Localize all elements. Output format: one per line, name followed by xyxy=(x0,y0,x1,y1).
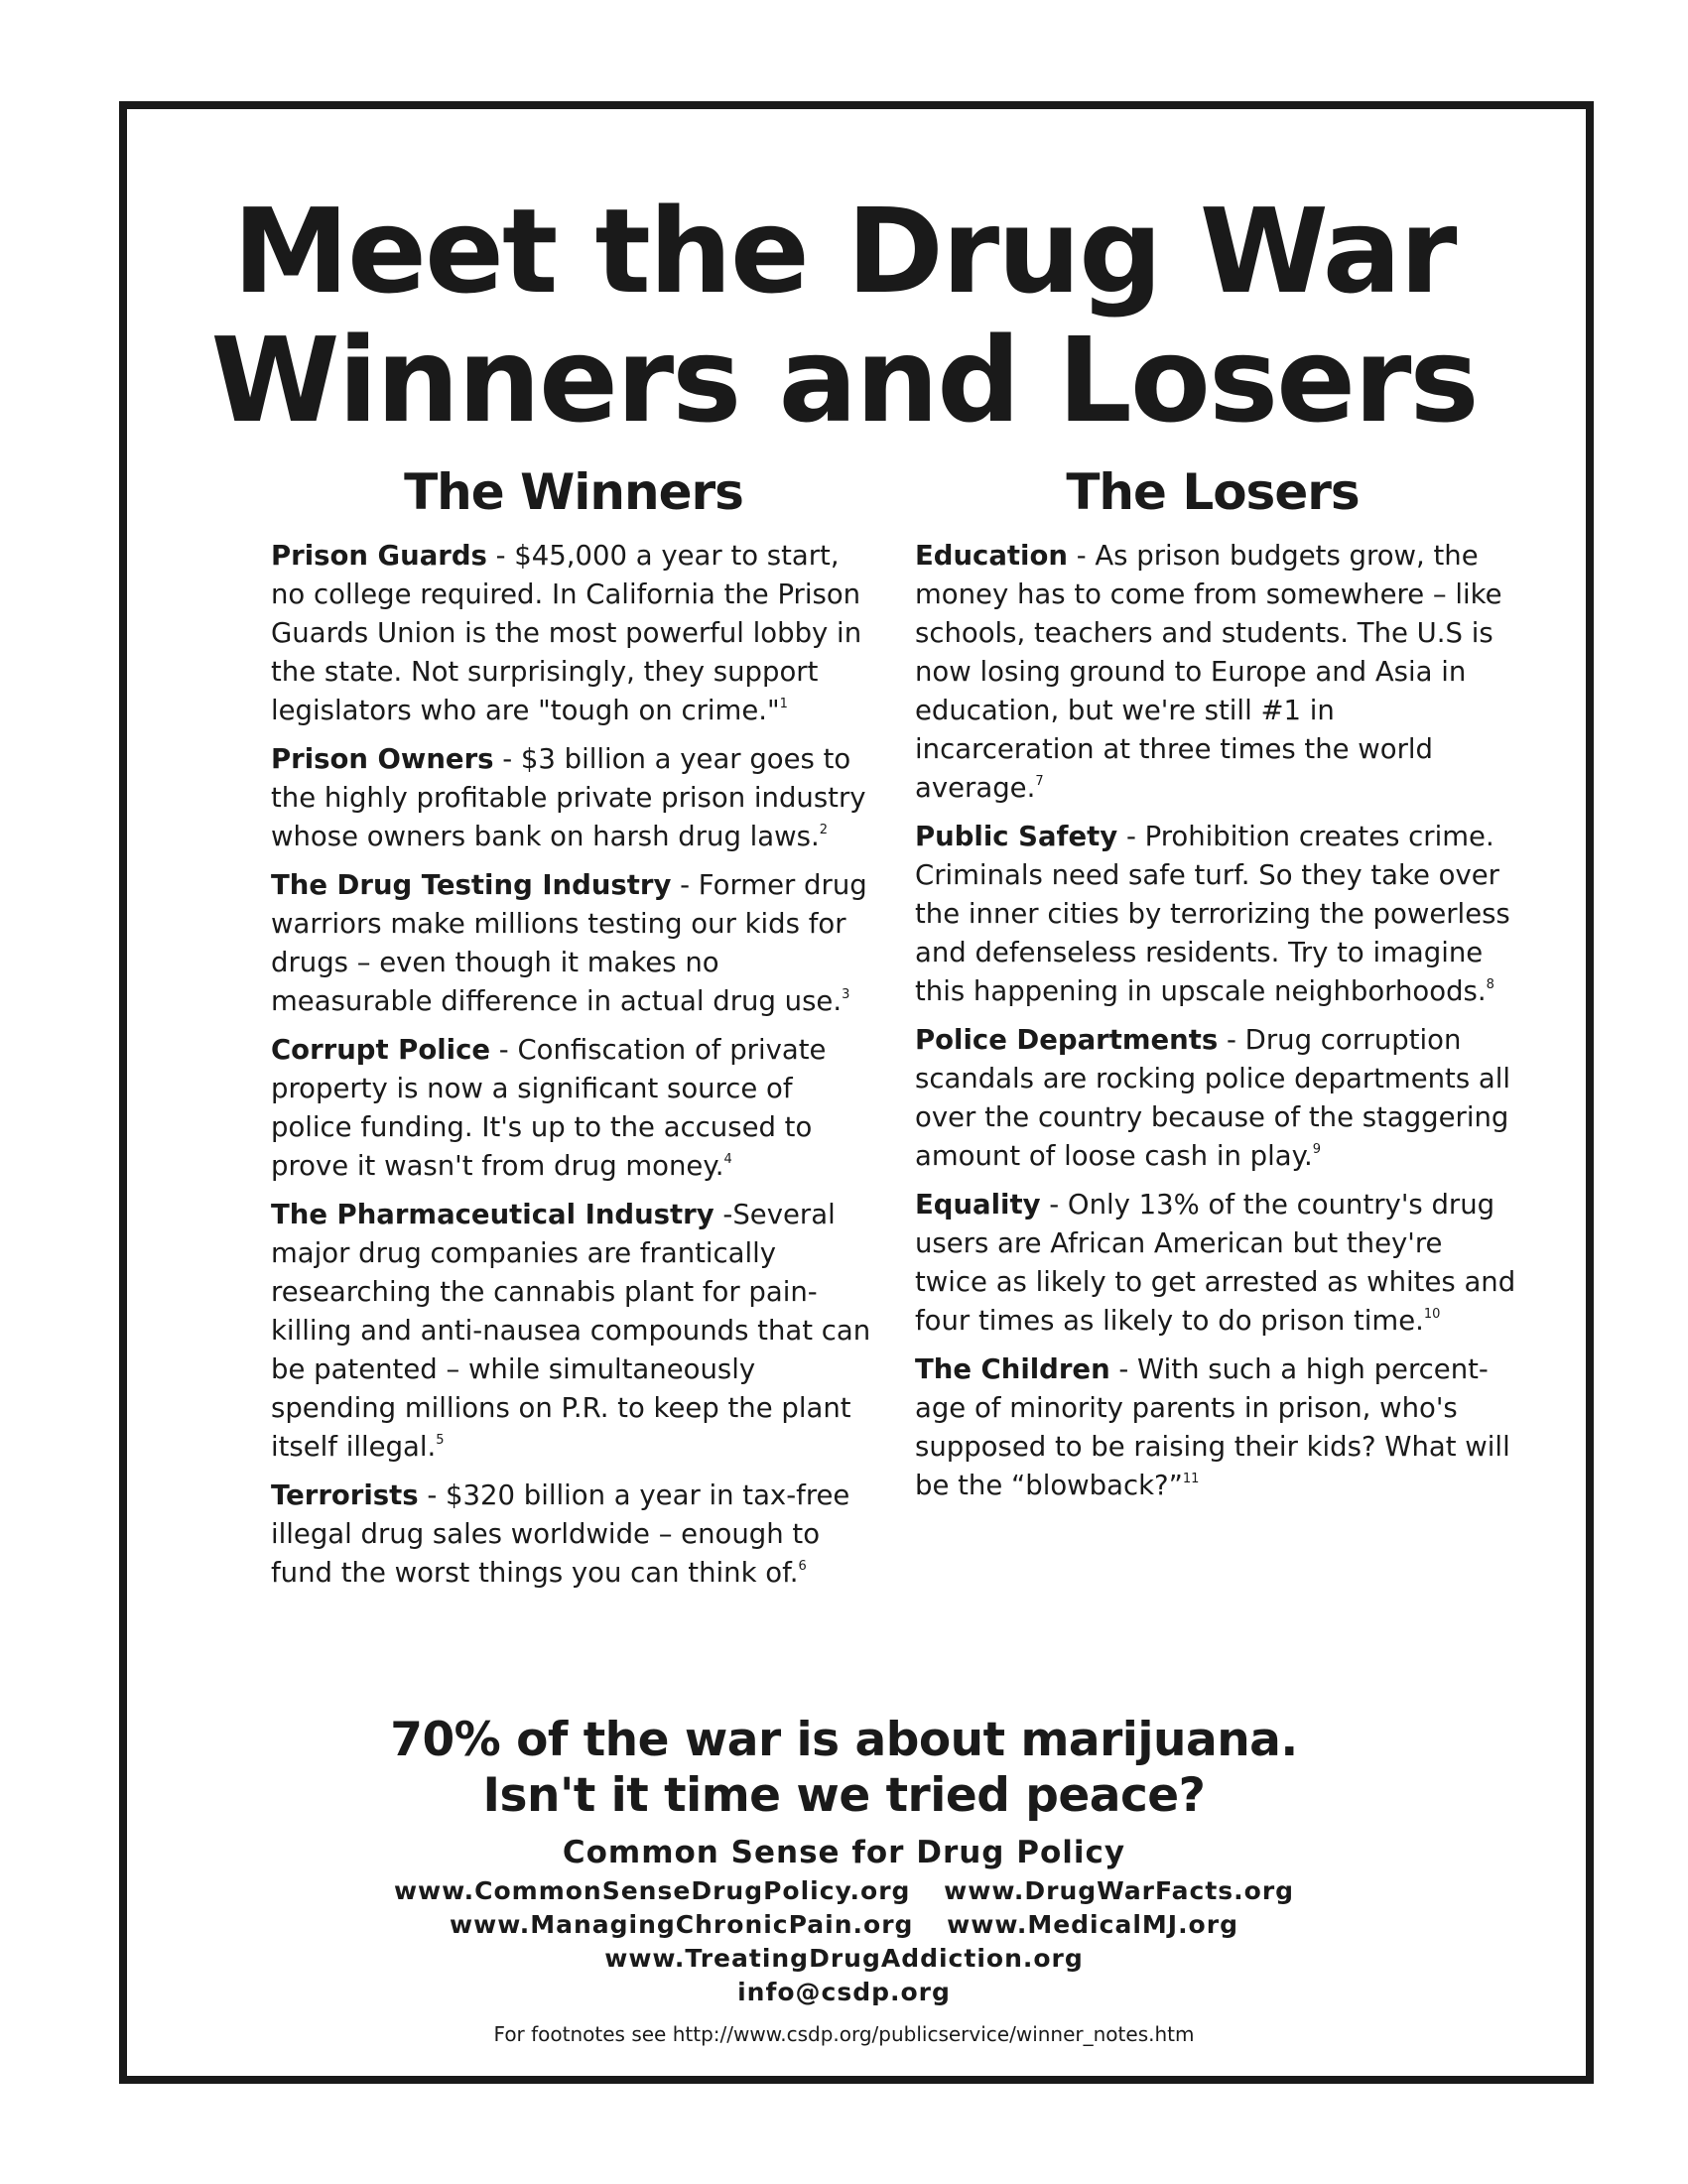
link-medicalmj[interactable]: www.MedicalMJ.org xyxy=(947,1910,1238,1939)
footnote-link[interactable]: For footnotes see http://www.csdp.org/publicservice/winner_notes.htm xyxy=(493,2022,1195,2046)
footnote-ref: 7 xyxy=(1035,774,1044,789)
winner-entry xyxy=(271,1196,876,1467)
entry-text: - Drug corruption scandals are rocking police departments all over the country because of the staggering amount of loose cash in play. xyxy=(915,1024,1511,1172)
link-treatingdrugaddiction[interactable]: www.TreatingDrugAddiction.org xyxy=(604,1944,1084,1973)
entry-text: - Confiscation of private property is now a significant source of police funding. It's up to the accused to prove it wasn't from drug money. xyxy=(271,1034,827,1182)
entry-text: - As prison budgets grow, the money has to come from somewhere – like schools, teachers and students. The U.S is now losing ground to Europe and Asia in education, but we're still #1 in incarceration at three times the world average. xyxy=(915,540,1502,804)
losers-heading: The Losers xyxy=(1066,463,1360,521)
entry-label: Equality xyxy=(915,1189,1041,1220)
link-row xyxy=(0,1976,1688,2009)
title-line-2: Winners and Losers xyxy=(210,312,1478,449)
footnote-ref: 5 xyxy=(436,1433,445,1448)
loser-entry xyxy=(915,818,1520,1011)
tagline xyxy=(0,1713,1688,1824)
entry-text: - Prohibition creates crime. Criminals need safe turf. So they take over the inner cities by terrorizing the powerless and defenseless residents. Try to imagine this happening in upscale neighborhoods. xyxy=(915,821,1510,1007)
tagline-line-1: 70% of the war is about marijuana. xyxy=(390,1713,1298,1767)
title-line-1: Meet the Drug War xyxy=(232,183,1456,320)
entry-text: - Only 13% of the country's drug users are African American but they're twice as likely to get arrested as whites and four times as likely to do prison time. xyxy=(915,1189,1516,1337)
link-drugwarfacts[interactable]: www.DrugWarFacts.org xyxy=(944,1876,1295,1905)
entry-label: Police Departments xyxy=(915,1024,1219,1056)
entry-label: Terrorists xyxy=(271,1479,419,1511)
footnote-ref: 11 xyxy=(1182,1472,1200,1486)
entry-text: - $3 billion a year goes to the highly profitable private prison industry whose owners bank on harsh drug laws. xyxy=(271,743,866,852)
entry-text: - $320 billion a year in tax-free illegal drug sales worldwide – enough to fund the worst things you can think of. xyxy=(271,1479,850,1589)
entry-label: The Children xyxy=(915,1353,1110,1385)
link-email[interactable]: info@csdp.org xyxy=(737,1978,951,2006)
winner-entry xyxy=(271,740,876,856)
entry-label: Prison Guards xyxy=(271,540,487,572)
link-row xyxy=(0,1908,1688,1942)
entry-text: - With such a high percent-age of minority parents in prison, who's supposed to be raising their kids? What will be the “blowback?” xyxy=(915,1353,1510,1501)
footnote-ref: 4 xyxy=(723,1152,732,1167)
link-row xyxy=(0,1874,1688,1908)
link-row xyxy=(0,1942,1688,1976)
footnote-ref: 8 xyxy=(1486,977,1494,992)
loser-entry xyxy=(915,1186,1520,1341)
loser-entry xyxy=(915,1021,1520,1176)
winners-column xyxy=(271,537,876,1603)
entry-label: Prison Owners xyxy=(271,743,494,775)
footnote-ref: 1 xyxy=(779,697,788,711)
footnote-ref: 2 xyxy=(819,823,828,837)
entry-label: Corrupt Police xyxy=(271,1034,491,1066)
org-name: Common Sense for Drug Policy xyxy=(562,1835,1126,1870)
entry-text: - Former drug warriors make millions testing our kids for drugs – even though it makes no measurable difference in actual drug use. xyxy=(271,869,867,1017)
winner-entry xyxy=(271,1031,876,1186)
link-managingchronicpain[interactable]: www.ManagingChronicPain.org xyxy=(450,1910,914,1939)
entry-label: The Drug Testing Industry xyxy=(271,869,672,901)
winner-entry xyxy=(271,866,876,1021)
link-commonsensedrugpolicy[interactable]: www.CommonSenseDrugPolicy.org xyxy=(393,1876,911,1905)
losers-column xyxy=(915,537,1520,1515)
entry-label: The Pharmaceutical Industry xyxy=(271,1199,714,1230)
footnote-ref: 3 xyxy=(842,987,850,1002)
entry-text: - $45,000 a year to start, no college required. In California the Prison Guards Union is the most powerful lobby in the state. Not surprisingly, they support legislators who are "tough on crime." xyxy=(271,540,862,726)
winner-entry xyxy=(271,1477,876,1593)
footnote-ref: 9 xyxy=(1312,1142,1321,1157)
entry-label: Education xyxy=(915,540,1068,572)
org-links xyxy=(0,1874,1688,2009)
winner-entry xyxy=(271,537,876,730)
tagline-line-2: Isn't it time we tried peace? xyxy=(482,1768,1206,1823)
entry-label: Public Safety xyxy=(915,821,1118,852)
winners-heading: The Winners xyxy=(404,463,743,521)
loser-entry xyxy=(915,1350,1520,1505)
page-title xyxy=(0,183,1688,449)
loser-entry xyxy=(915,537,1520,808)
footnote-ref: 6 xyxy=(798,1559,807,1574)
entry-text: -Several major drug companies are frantically researching the cannabis plant for pain-killing and anti-nausea compounds that can be patented – while simultaneously spending millions on P.R. to keep the plant itself illegal. xyxy=(271,1199,871,1463)
footnote-ref: 10 xyxy=(1423,1307,1441,1322)
